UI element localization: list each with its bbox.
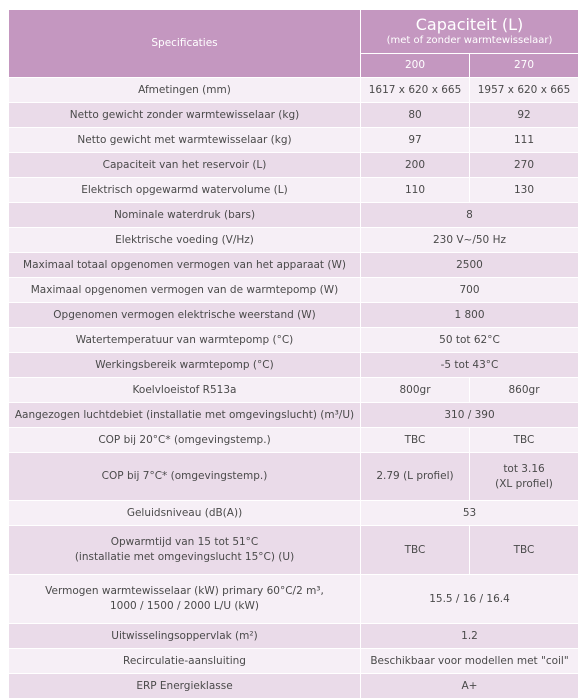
- row-label: Elektrisch opgewarmd watervolume (L): [9, 178, 361, 203]
- value-both: 700: [361, 278, 579, 303]
- row-label: Afmetingen (mm): [9, 78, 361, 103]
- row-label: Maximaal opgenomen vermogen van de warmtepomp (W): [9, 278, 361, 303]
- value-both: 1 800: [361, 303, 579, 328]
- specifications-table: [8, 9, 579, 699]
- value-200: 2.79 (L profiel): [361, 453, 470, 501]
- value-both: 15.5 / 16 / 16.4: [361, 575, 579, 624]
- value-270: 1957 x 620 x 665: [470, 78, 579, 103]
- table-row: [9, 178, 579, 203]
- value-200: TBC: [361, 428, 470, 453]
- row-label: Werkingsbereik warmtepomp (°C): [9, 353, 361, 378]
- table-row: [9, 128, 579, 153]
- table-row: [9, 575, 579, 624]
- row-label: Capaciteit van het reservoir (L): [9, 153, 361, 178]
- capacity-heading: [361, 10, 579, 54]
- row-label: Maximaal totaal opgenomen vermogen van het apparaat (W): [9, 253, 361, 278]
- table-row: [9, 501, 579, 526]
- value-both: Beschikbaar voor modellen met "coil": [361, 649, 579, 674]
- row-label: Aangezogen luchtdebiet (installatie met omgevingslucht) (m³/U): [9, 403, 361, 428]
- value-270: 270: [470, 153, 579, 178]
- row-label: Nominale waterdruk (bars): [9, 203, 361, 228]
- value-270: 111: [470, 128, 579, 153]
- value-200: 800gr: [361, 378, 470, 403]
- row-label: COP bij 20°C* (omgevingstemp.): [9, 428, 361, 453]
- row-label-line2: (installatie met omgevingslucht 15°C) (U): [74, 551, 295, 563]
- value-200: 97: [361, 128, 470, 153]
- value-200: 110: [361, 178, 470, 203]
- row-label: [9, 526, 361, 575]
- table-row: [9, 649, 579, 674]
- row-label: Watertemperatuur van warmtepomp (°C): [9, 328, 361, 353]
- value-200: TBC: [361, 526, 470, 575]
- value-both: 53: [361, 501, 579, 526]
- value-270: 92: [470, 103, 579, 128]
- value-both: -5 tot 43°C: [361, 353, 579, 378]
- table-row: [9, 353, 579, 378]
- row-label: ERP Energieklasse: [9, 674, 361, 699]
- value-both: 50 tot 62°C: [361, 328, 579, 353]
- value-270-line1: tot 3.16: [503, 462, 545, 475]
- value-200: 80: [361, 103, 470, 128]
- table-row: [9, 378, 579, 403]
- value-200: 1617 x 620 x 665: [361, 78, 470, 103]
- table-row: [9, 303, 579, 328]
- capacity-subtitle: (met of zonder warmtewisselaar): [386, 35, 553, 46]
- table-row: [9, 328, 579, 353]
- row-label: Netto gewicht zonder warmtewisselaar (kg): [9, 103, 361, 128]
- row-label: Recirculatie-aansluiting: [9, 649, 361, 674]
- table-row: [9, 103, 579, 128]
- table-row: [9, 153, 579, 178]
- value-270: [470, 453, 579, 501]
- table-row: [9, 228, 579, 253]
- size-200-heading: 200: [361, 54, 470, 78]
- value-200: 200: [361, 153, 470, 178]
- value-270: 130: [470, 178, 579, 203]
- value-270: TBC: [470, 526, 579, 575]
- table-row: [9, 203, 579, 228]
- row-label: Opgenomen vermogen elektrische weerstand (W): [9, 303, 361, 328]
- size-270-heading: 270: [470, 54, 579, 78]
- value-270: 860gr: [470, 378, 579, 403]
- table-row: [9, 403, 579, 428]
- row-label: [9, 575, 361, 624]
- row-label-line1: Vermogen warmtewisselaar (kW) primary 60°C/2 m³,: [45, 585, 324, 597]
- value-270-line2: (XL profiel): [495, 477, 553, 490]
- value-270: TBC: [470, 428, 579, 453]
- table-row: [9, 78, 579, 103]
- table-row: [9, 526, 579, 575]
- row-label-line2: 1000 / 1500 / 2000 L/U (kW): [110, 600, 259, 612]
- table-row: [9, 253, 579, 278]
- row-label: Uitwisselingsoppervlak (m²): [9, 624, 361, 649]
- row-label: Netto gewicht met warmtewisselaar (kg): [9, 128, 361, 153]
- value-both: 230 V~/50 Hz: [361, 228, 579, 253]
- row-label: Koelvloeistof R513a: [9, 378, 361, 403]
- row-label: Geluidsniveau (dB(A)): [9, 501, 361, 526]
- capacity-title: Capaciteit (L): [415, 15, 524, 34]
- value-both: 310 / 390: [361, 403, 579, 428]
- row-label-line1: Opwarmtijd van 15 tot 51°C: [110, 536, 259, 548]
- value-both: 1.2: [361, 624, 579, 649]
- table-row: [9, 428, 579, 453]
- row-label: COP bij 7°C* (omgevingstemp.): [9, 453, 361, 501]
- table-row: [9, 278, 579, 303]
- table-row: [9, 674, 579, 699]
- value-both: A+: [361, 674, 579, 699]
- header-row: [9, 10, 579, 54]
- row-label: Elektrische voeding (V/Hz): [9, 228, 361, 253]
- table-row: [9, 453, 579, 501]
- specifications-heading: Specificaties: [9, 10, 361, 78]
- value-both: 8: [361, 203, 579, 228]
- value-both: 2500: [361, 253, 579, 278]
- table-row: [9, 624, 579, 649]
